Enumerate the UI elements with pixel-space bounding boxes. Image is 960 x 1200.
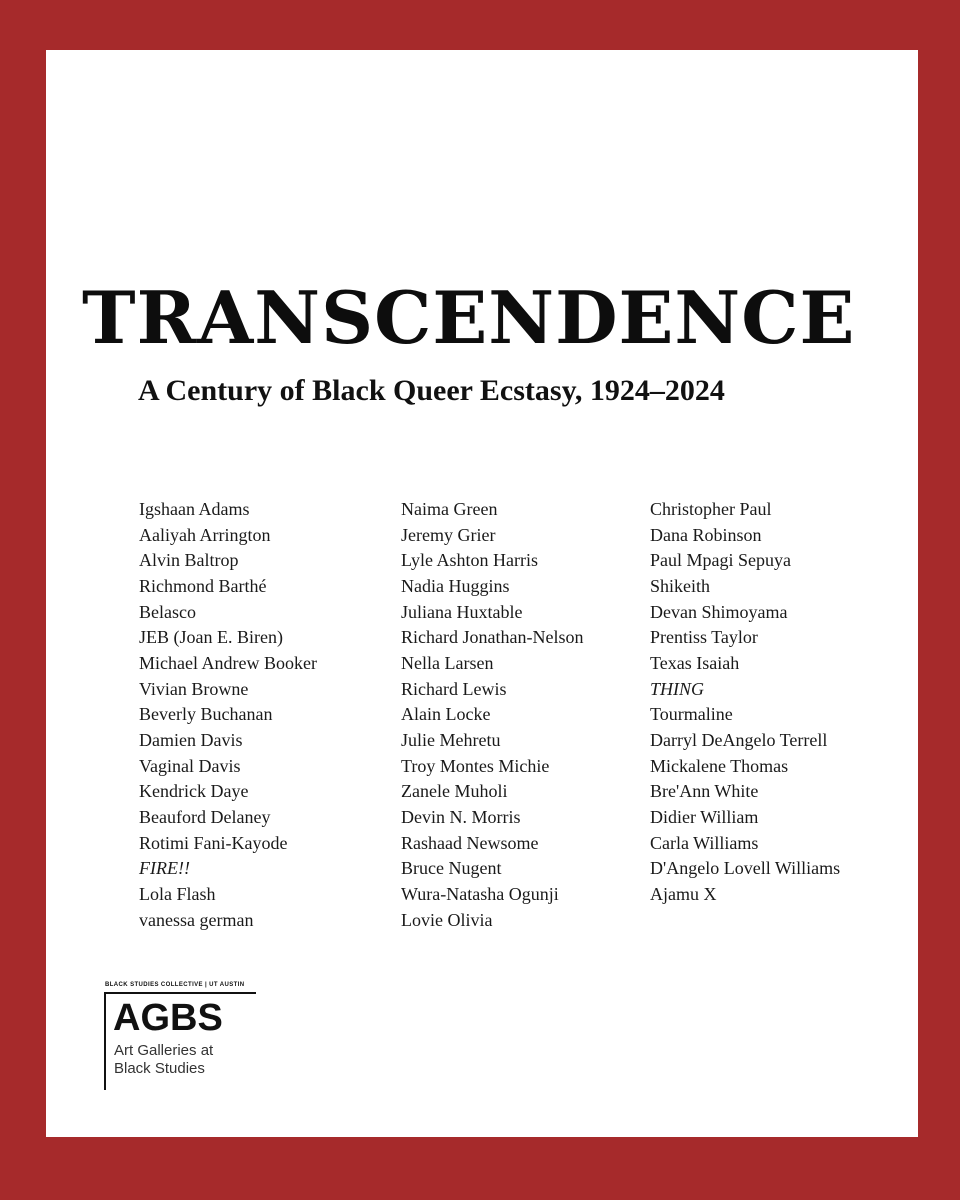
artist-name: Lyle Ashton Harris — [401, 550, 538, 571]
artist-name: Christopher Paul — [650, 499, 772, 519]
artist-name: Beauford Delaney — [139, 806, 271, 827]
artist-name: Aaliyah Arrington — [139, 524, 271, 545]
artist-name: Ajamu X — [650, 883, 717, 904]
artist-name: Richard Lewis — [401, 678, 507, 699]
artist-name: Julie Mehretu — [401, 729, 501, 750]
artist-name: Juliana Huxtable — [401, 601, 523, 622]
artist-name: Igshaan Adams — [139, 499, 250, 519]
artist-name: Didier William — [650, 806, 759, 827]
artist-name: Tourmaline — [650, 704, 733, 725]
artist-name: Vaginal Davis — [139, 755, 241, 776]
artist-name: FIRE!! — [139, 858, 190, 879]
exhibition-subtitle: A Century of Black Queer Ecstasy, 1924–2024 — [138, 374, 725, 407]
artist-name: Darryl DeAngelo Terrell — [650, 729, 828, 750]
agbs-logo — [104, 982, 304, 1090]
artist-name: Texas Isaiah — [650, 652, 740, 673]
artist-name: Rashaad Newsome — [401, 832, 539, 853]
artist-name: Naima Green — [401, 499, 498, 519]
artist-name: Wura-Natasha Ogunji — [401, 883, 559, 904]
artist-name: Prentiss Taylor — [650, 627, 758, 648]
artist-name: Richmond Barthé — [139, 575, 267, 596]
artist-name: Lovie Olivia — [401, 909, 493, 930]
artist-name: Damien Davis — [139, 729, 243, 750]
artist-name: Bruce Nugent — [401, 858, 502, 879]
artist-name: Alain Locke — [401, 704, 491, 725]
artist-name: vanessa german — [139, 909, 254, 930]
artist-name: Carla Williams — [650, 832, 759, 853]
artist-name: Mickalene Thomas — [650, 755, 789, 776]
artist-name: Rotimi Fani-Kayode — [139, 832, 288, 853]
artist-name: Michael Andrew Booker — [139, 652, 317, 673]
logo-subtitle-line-1: Art Galleries at — [114, 1042, 214, 1059]
artist-name: Zanele Muholi — [401, 781, 508, 802]
artist-column-2 — [401, 497, 583, 933]
artist-name: Vivian Browne — [139, 678, 249, 699]
logo-subtitle — [114, 1042, 213, 1078]
artist-name: Lola Flash — [139, 883, 216, 904]
logo-institution-line: BLACK STUDIES COLLECTIVE | UT AUSTIN — [105, 982, 245, 988]
artist-column-1 — [139, 497, 317, 933]
poster-panel — [46, 50, 918, 1137]
artist-name: Nadia Huggins — [401, 575, 510, 596]
artist-name: D'Angelo Lovell Williams — [650, 858, 841, 879]
artist-name: Devin N. Morris — [401, 806, 521, 827]
artist-name: Alvin Baltrop — [139, 550, 239, 571]
artist-name: JEB (Joan E. Biren) — [139, 627, 283, 648]
artist-column-3 — [650, 497, 840, 908]
artist-name: Belasco — [139, 601, 196, 622]
logo-subtitle-line-2: Black Studies — [114, 1060, 205, 1077]
artist-name: Kendrick Daye — [139, 781, 249, 802]
logo-wordmark: AGBS — [113, 997, 223, 1039]
artist-name: Dana Robinson — [650, 524, 762, 545]
artist-name: THING — [650, 678, 705, 699]
artist-name: Bre'Ann White — [650, 781, 759, 802]
artist-name: Nella Larsen — [401, 652, 494, 673]
artist-name: Beverly Buchanan — [139, 704, 273, 725]
artist-name: Jeremy Grier — [401, 524, 496, 545]
artist-name: Paul Mpagi Sepuya — [650, 550, 791, 571]
artist-name: Troy Montes Michie — [401, 755, 550, 776]
exhibition-title: TRANSCENDENCE — [82, 275, 856, 360]
artist-name: Richard Jonathan-Nelson — [401, 627, 584, 648]
artist-name: Devan Shimoyama — [650, 601, 788, 622]
artist-name: Shikeith — [650, 575, 711, 596]
